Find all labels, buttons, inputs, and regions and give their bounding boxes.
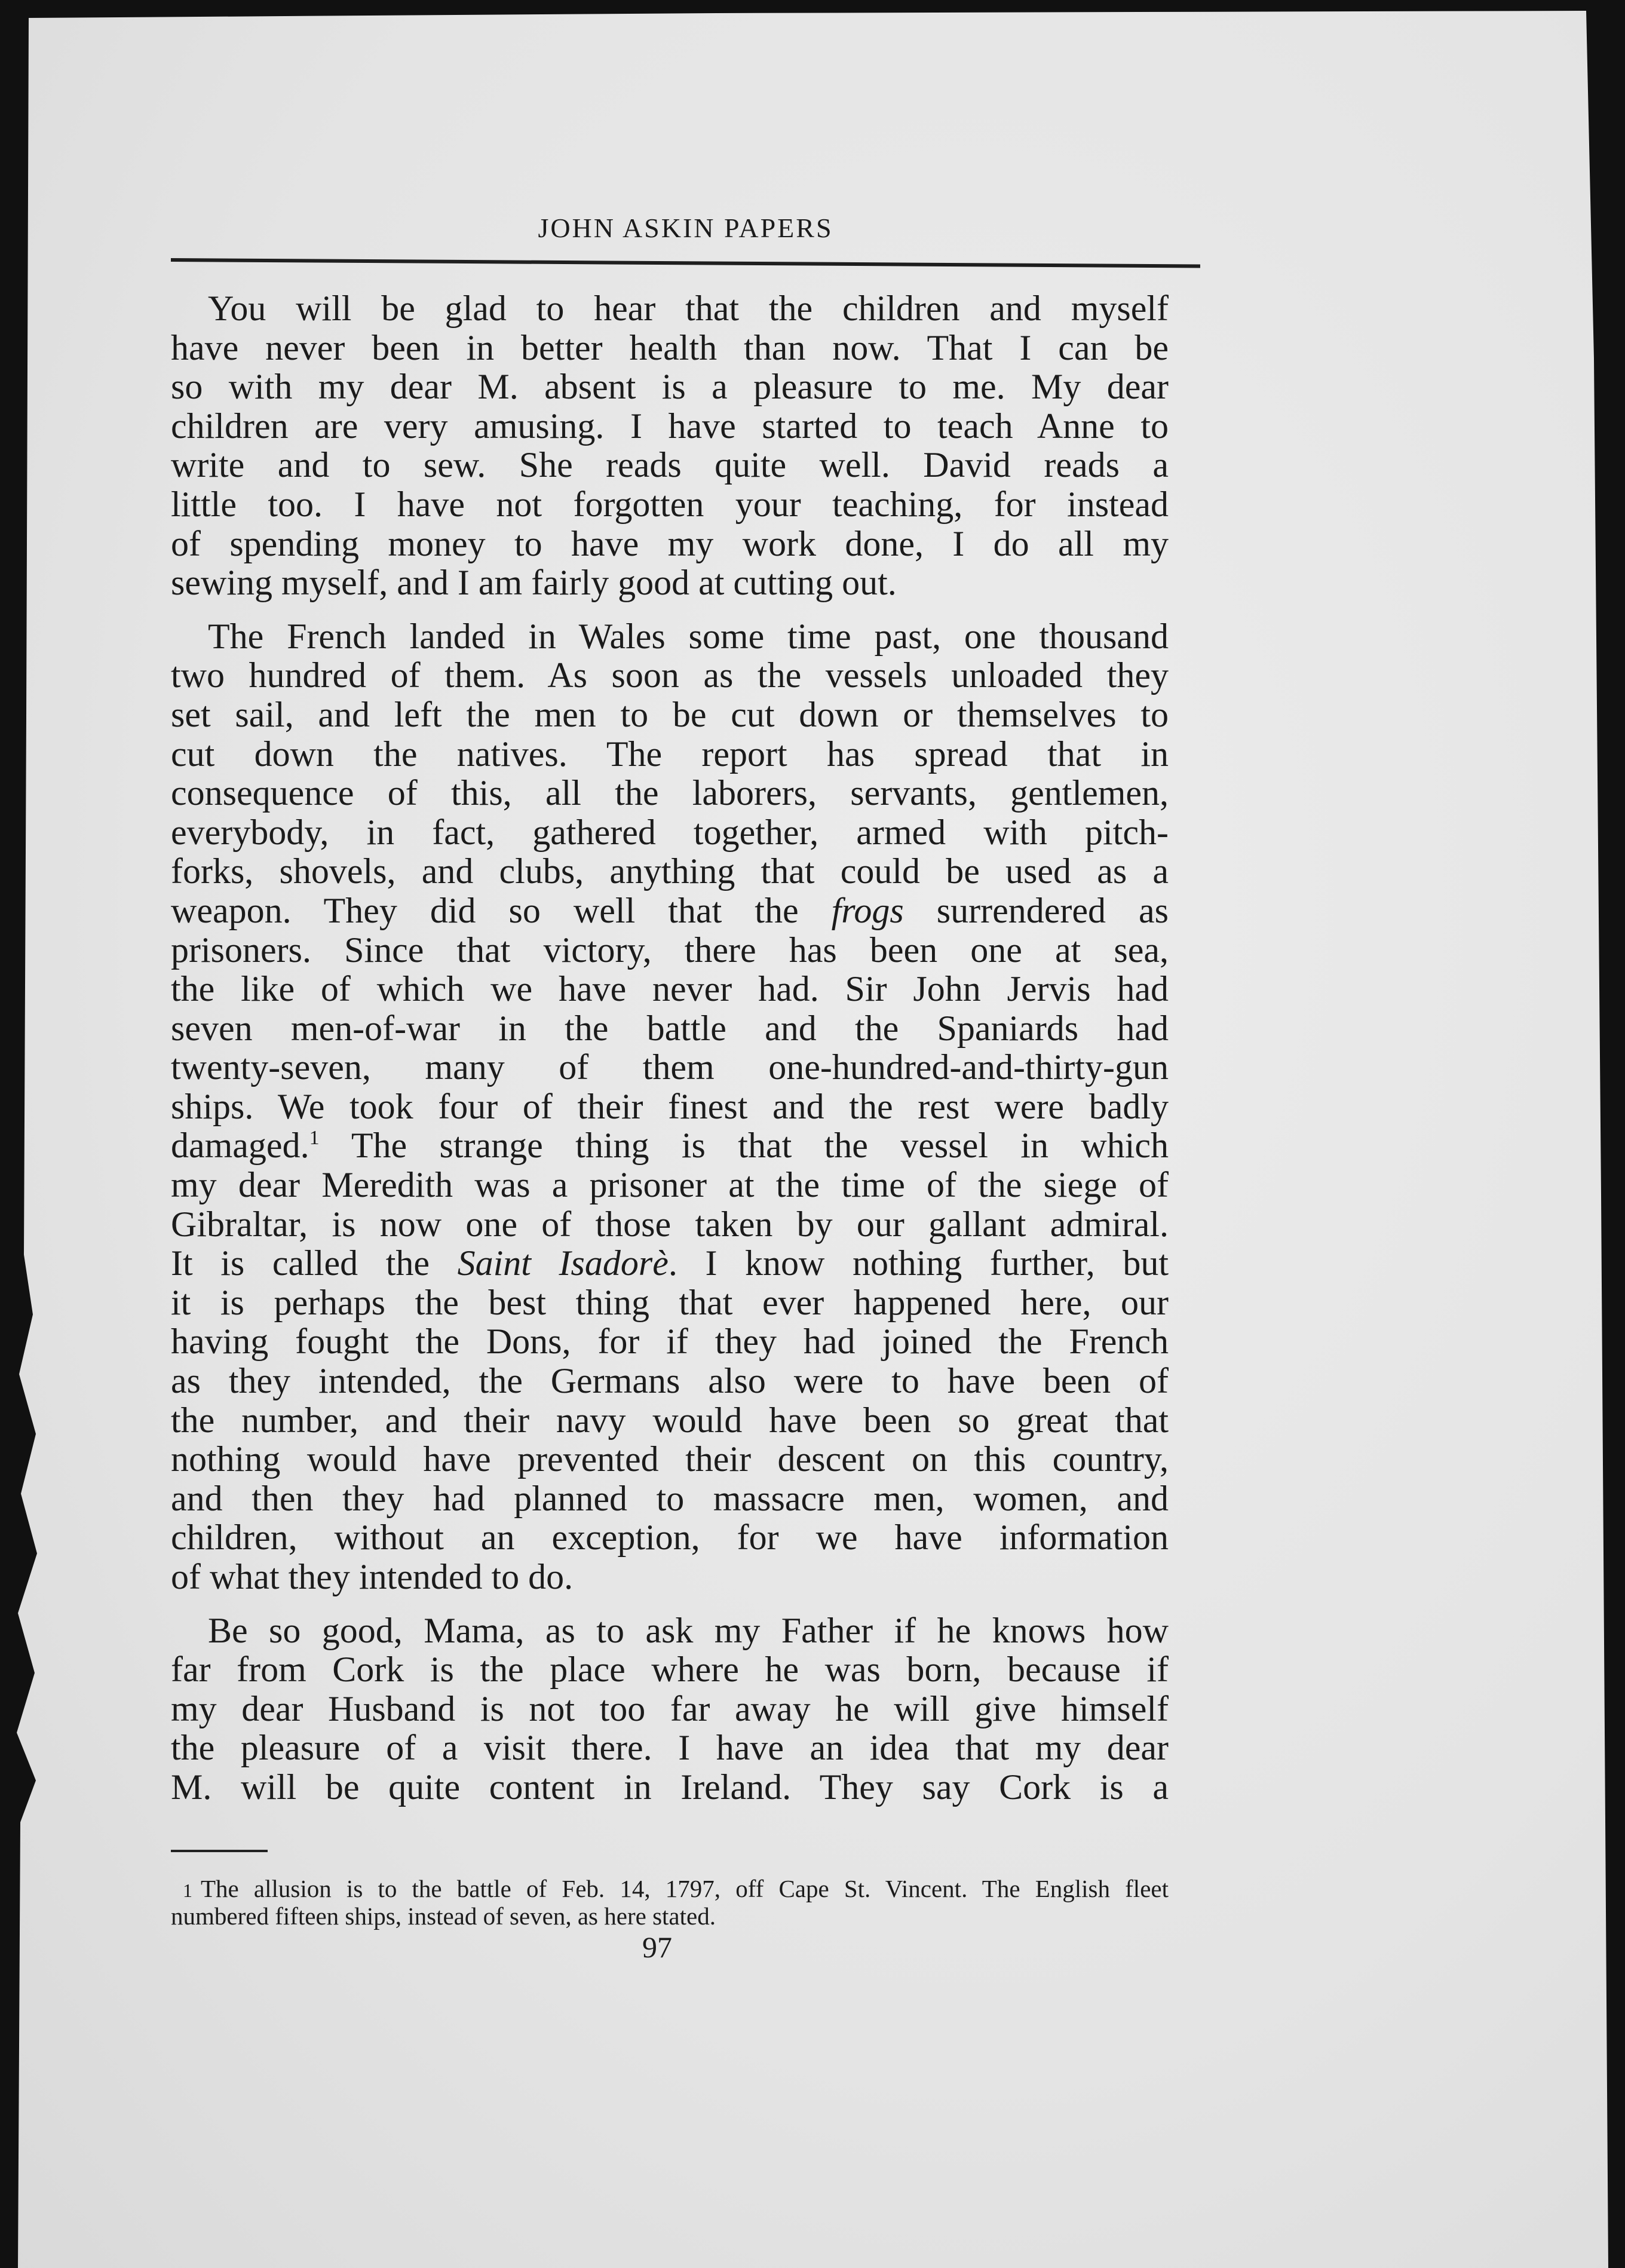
text-segment: . I know nothing further, but (668, 1243, 1169, 1283)
text-line (171, 289, 1169, 329)
text-segment: so with my dear M. absent is a pleasure to me. My dear (171, 367, 1169, 407)
text-line (171, 852, 1169, 891)
text-segment: of spending money to have my work done, I do all my (171, 523, 1169, 563)
paragraph (171, 289, 1169, 603)
text-segment: it is perhaps the best thing that ever happened here, our (171, 1282, 1169, 1322)
text-line (171, 1518, 1169, 1558)
text-segment: Be so good, Mama, as to ask my Father if he knows how (208, 1610, 1169, 1650)
text-segment: The French landed in Wales some time past, one thousand (208, 616, 1169, 656)
text-line (171, 446, 1169, 485)
text-line (171, 774, 1169, 813)
text-line (171, 656, 1169, 695)
text-segment: twenty-seven, many of them one-hundred-and-thirty-gun (171, 1047, 1169, 1087)
text-segment: my dear Husband is not too far away he will give himself (171, 1688, 1169, 1728)
footnote-line (171, 1876, 1169, 1904)
text-segment: everybody, in fact, gathered together, armed with pitch- (171, 812, 1169, 852)
text-segment: surrendered as (903, 890, 1169, 930)
text-segment: as they intended, the Germans also were to have been of (171, 1361, 1169, 1401)
text-segment: write and to sew. She reads quite well. David reads a (171, 445, 1169, 485)
footnote-reference: 1 (309, 1127, 320, 1150)
text-line (171, 1205, 1169, 1245)
text-segment: far from Cork is the place where he was born, because if (171, 1650, 1169, 1690)
text-segment: little too. I have not forgotten your teaching, for instead (171, 484, 1169, 524)
text-segment: have never been in better health than now. That I can be (171, 327, 1169, 367)
text-segment: having fought the Dons, for if they had joined the French (171, 1322, 1169, 1362)
page-number: 97 (642, 1930, 672, 1964)
text-segment: the number, and their navy would have been so great that (171, 1400, 1169, 1440)
paragraph (171, 1611, 1169, 1807)
text-line (171, 407, 1169, 446)
text-line (171, 1558, 1169, 1597)
text-segment: You will be glad to hear that the children and myself (208, 289, 1169, 328)
footnote-text: numbered fifteen ships, instead of seven, as here stated. (171, 1902, 716, 1930)
text-segment: nothing would have prevented their descent on this country, (171, 1439, 1169, 1479)
text-segment: prisoners. Since that victory, there has been one at sea, (171, 930, 1169, 970)
body-text (171, 289, 1169, 1807)
text-line (171, 367, 1169, 407)
text-line (171, 970, 1169, 1009)
text-line (171, 485, 1169, 525)
text-segment: The strange thing is that the vessel in which (319, 1126, 1169, 1166)
text-segment: sewing myself, and I am fairly good at cutting out. (171, 563, 897, 603)
text-segment: It is called the (171, 1243, 458, 1283)
text-line (171, 735, 1169, 774)
italic-text: frogs (831, 890, 904, 930)
text-segment: and then they had planned to massacre men, women, and (171, 1478, 1169, 1518)
footnote (171, 1876, 1169, 1929)
text-line (171, 1650, 1169, 1690)
text-segment: of what they intended to do. (171, 1557, 574, 1596)
text-line (171, 1401, 1169, 1441)
text-line (171, 1283, 1169, 1323)
text-segment: children, without an exception, for we have information (171, 1518, 1169, 1558)
text-line (171, 1611, 1169, 1651)
text-segment: seven men-of-war in the battle and the Spaniards had (171, 1008, 1169, 1048)
text-line (171, 695, 1169, 735)
text-segment: my dear Meredith was a prisoner at the time of the siege of (171, 1165, 1169, 1205)
text-line (171, 1244, 1169, 1283)
text-line (171, 1728, 1169, 1768)
text-line (171, 525, 1169, 564)
text-line (171, 1768, 1169, 1807)
footnote-rule (171, 1850, 268, 1852)
text-segment: M. will be quite content in Ireland. They say Cork is a (171, 1767, 1169, 1807)
text-line (171, 1048, 1169, 1087)
text-line (171, 1440, 1169, 1479)
footnote-marker: 1 (183, 1880, 192, 1901)
text-segment: two hundred of them. As soon as the vessels unloaded they (171, 655, 1169, 695)
text-line (171, 563, 1169, 603)
text-line (171, 329, 1169, 368)
text-line (171, 617, 1169, 657)
text-line (171, 813, 1169, 853)
paragraph (171, 617, 1169, 1597)
text-line (171, 1087, 1169, 1127)
text-line (171, 1322, 1169, 1362)
text-segment: weapon. They did so well that the (171, 890, 832, 930)
text-segment: consequence of this, all the laborers, servants, gentlemen, (171, 773, 1169, 813)
text-line (171, 1166, 1169, 1205)
text-line (171, 891, 1169, 931)
text-line (171, 1690, 1169, 1729)
running-head: JOHN ASKIN PAPERS (538, 213, 833, 243)
text-segment: the like of which we have never had. Sir John Jervis had (171, 969, 1169, 1009)
text-segment: set sail, and left the men to be cut down or themselves to (171, 694, 1169, 734)
text-line (171, 931, 1169, 970)
text-line (171, 1479, 1169, 1519)
text-segment: cut down the natives. The report has spread that in (171, 734, 1169, 774)
footnote-text: The allusion is to the battle of Feb. 14, 1797, off Cape St. Vincent. The English fleet (201, 1875, 1169, 1902)
text-line (171, 1362, 1169, 1401)
italic-text: Saint Isadorè (457, 1243, 669, 1283)
text-segment: Gibraltar, is now one of those taken by our gallant admiral. (171, 1204, 1169, 1244)
text-segment: the pleasure of a visit there. I have an idea that my dear (171, 1728, 1169, 1768)
text-line (171, 1009, 1169, 1049)
text-line (171, 1126, 1169, 1166)
footnote-line (171, 1904, 1169, 1929)
text-segment: damaged. (171, 1126, 309, 1166)
text-segment: ships. We took four of their finest and the rest were badly (171, 1086, 1169, 1126)
text-segment: children are very amusing. I have started to teach Anne to (171, 406, 1169, 446)
text-segment: forks, shovels, and clubs, anything that could be used as a (171, 851, 1169, 891)
